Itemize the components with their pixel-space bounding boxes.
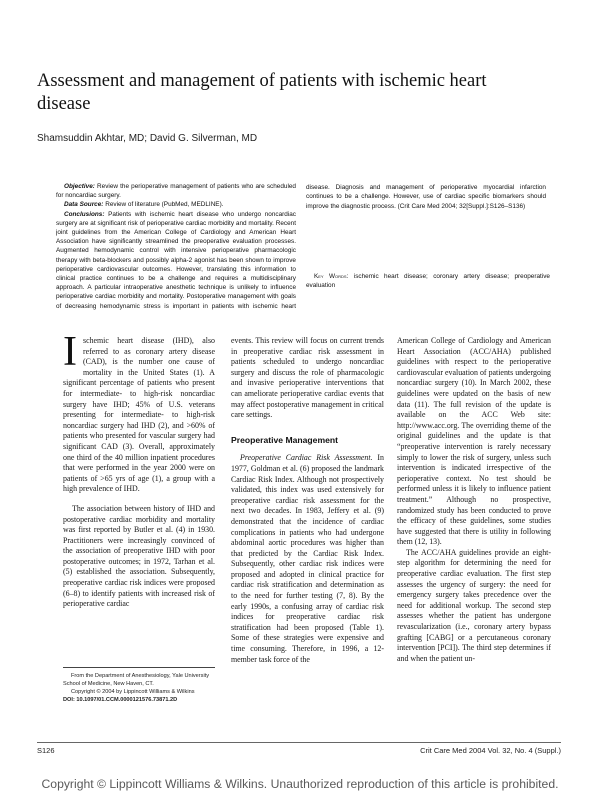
body-column-3 — [397, 336, 551, 664]
objective-text: Review the perioperative management of patients who are scheduled for noncardiac surgery. — [56, 183, 296, 200]
abstract-column-right — [306, 182, 550, 290]
conclusions-text: Patients with ischemic heart disease who undergo noncardiac surgery are at significant risk of perioperative cardiac morbidity and mortality. Recent joint guidelines from the American College of Cardiology and American Heart Association have significantly streamlined the preoperative evaluation processes. Augmented hemodynamic control with intensive perioperative pharmacologic therapy with beta-blockers and possibly alpha-2 agonist has been shown to improve perioperative cardiovascular outcomes. However, translating this information to clinical practice continues to be a challenge and requires a multidisciplinary approach. A particular intraoperative anesthetic technique is unlikely to influence perioperative cardiac morbidity and mortality. Postoperative management with goals of decreasing hemodynamic stress is important in patients with ischemic heart — [56, 210, 296, 310]
footnote — [63, 672, 223, 704]
subsection-heading: Preoperative Cardiac Risk Assessment. — [240, 453, 373, 463]
guidelines-paragraph-1: American College of Cardiology and American Heart Association (ACC/AHA) published guidelines with respect to the perioperative cardiovascular evaluation of patients undergoing noncardiac surgery (10). In March 2002, these guidelines were updated on the basis of new data (11). The full revision of the update is available on the ACC Web site: http://www.acc.org. The overriding theme of the original guidelines and the update is that “preoperative intervention is rarely necessary simply to lower the risk of surgery, unless such intervention is indicated irrespective of the perioperative context. No test should be performed unless it is likely to influence patient treatment.” Although no prospective, randomized study has been conducted to prove the efficacy of these guidelines, some studies have suggested that there is utility in following them (12, 13). — [397, 336, 551, 547]
drop-cap: I — [63, 329, 77, 375]
objective-label: Objective: — [64, 183, 95, 190]
body-column-2 — [231, 336, 384, 665]
article-authors: Shamsuddin Akhtar, MD; David G. Silverman, MD — [37, 133, 258, 144]
data-source-label: Data Source: — [64, 201, 104, 209]
intro-paragraph-2: The association between history of IHD and postoperative cardiac morbidity and mortality was first reported by Butler et al. (4) in 1930. Practitioners were increasingly convinced of the association of preoperative IHD with poor postoperative outcomes; in 1972, Tarhan et al. (5) established the association. Subsequently, preoperative cardiac risk indices were proposed (6–8) to identify patients with increased risk of perioperative cardiac — [63, 503, 215, 609]
abstract-conclusions-continued: disease. Diagnosis and management of perioperative myocardial infarction continues to be a challenge. However, use of cardiac specific biomarkers should improve the diagnostic process. (Crit Care Med 2004; 32[Suppl.]:S126–S136) — [306, 184, 546, 210]
intro-paragraph-1 — [63, 329, 215, 495]
guidelines-paragraph-2: The ACC/AHA guidelines provide an eight-step algorithm for determining the need for preoperative cardiac evaluation. The first step assesses the urgency of surgery: the need for emergency surgery takes precedence over the need for additional workup. The second step assesses whether the patient has undergone revascularization (i.e., coronary artery bypass grafting [CABG] or a percutaneous coronary intervention [PCI]). The third step determines if and when the patient un- — [397, 547, 551, 663]
conclusions-label: Conclusions: — [64, 210, 105, 218]
footnote-copyright: Copyright © 2004 by Lippincott Williams & Wilkins — [71, 689, 195, 695]
risk-assessment-paragraph — [231, 453, 384, 665]
section-heading: Preoperative Management — [231, 434, 338, 445]
page-number: S126 — [37, 746, 55, 755]
abstract-objective — [56, 182, 296, 200]
abstract-data-source — [56, 200, 296, 209]
body-column-1 — [63, 329, 215, 610]
risk-assessment-text: In 1977, Goldman et al. (6) proposed the landmark Cardiac Risk Index. Although not prospectively validated, this index was used extensively for preoperative cardiac risk assessment for the next two decades. In 1983, Jeffery et al. (9) demonstrated that the incidence of cardiac complications in patients who had undergone abdominal aortic procedures was higher than that predicted by the Cardiac Risk Index. Subsequently, other cardiac risk indices were proposed and adopted in clinical practice for cardiac risk stratification and determination as to the need for further testing (7, 8). By the early 1990s, a confusing array of cardiac risk indices for preoperative cardiac risk stratification had been proposed (Table 1). Some of these strategies were expensive and time consuming. Therefore, in 1996, a 12-member task force of the — [231, 453, 385, 664]
abstract-keywords — [306, 272, 550, 290]
footnote-affiliation: From the Department of Anesthesiology, Yale University School of Medicine, New Haven, CT. — [63, 673, 210, 687]
footnote-rule — [63, 667, 215, 668]
page-footer-rule — [37, 742, 561, 743]
abstract-column-left — [56, 182, 296, 310]
intro-paragraph-1-text: schemic heart disease (IHD), also referred to as coronary artery disease (CAD), is the number one cause of mortality in the United States (1). A significant percentage of patients who present for intermediate- to high-risk noncardiac surgery have IHD; 45% of U.S. veterans presenting for intermediate- to high-risk noncardiac surgery had IHD (2), and >60% of patients who presented for vascular surgery had significant CAD (3). Overall, approximately one third of the 40 million inpatient procedures that were performed in the year 2000 were on patients of >65 yrs of age (1), a group with a high prevalence of IHD. — [63, 336, 215, 494]
intro-paragraph-3: events. This review will focus on current trends in preoperative cardiac risk assessment in patients scheduled to undergo noncardiac surgery and discuss the role of pharmacologic and invasive perioperative interventions that can ameliorate perioperative cardiac events that may affect postoperative management in critical care settings. — [231, 336, 384, 420]
keywords-label: Key Words: — [314, 273, 349, 280]
article-title: Assessment and management of patients with ischemic heart disease — [37, 71, 487, 114]
journal-citation: Crit Care Med 2004 Vol. 32, No. 4 (Suppl.) — [420, 746, 561, 755]
data-source-text: Review of literature (PubMed, MEDLINE). — [105, 201, 224, 209]
abstract-conclusions — [56, 210, 296, 310]
copyright-notice: Copyright © Lippincott Williams & Wilkins. Unauthorized reproduction of this article is prohibited. — [41, 777, 559, 791]
keywords-text: ischemic heart disease; coronary artery disease; preoperative evaluation — [306, 273, 550, 290]
footnote-doi: DOI: 10.1097/01.CCM.0000121576.73871.2D — [63, 697, 178, 703]
